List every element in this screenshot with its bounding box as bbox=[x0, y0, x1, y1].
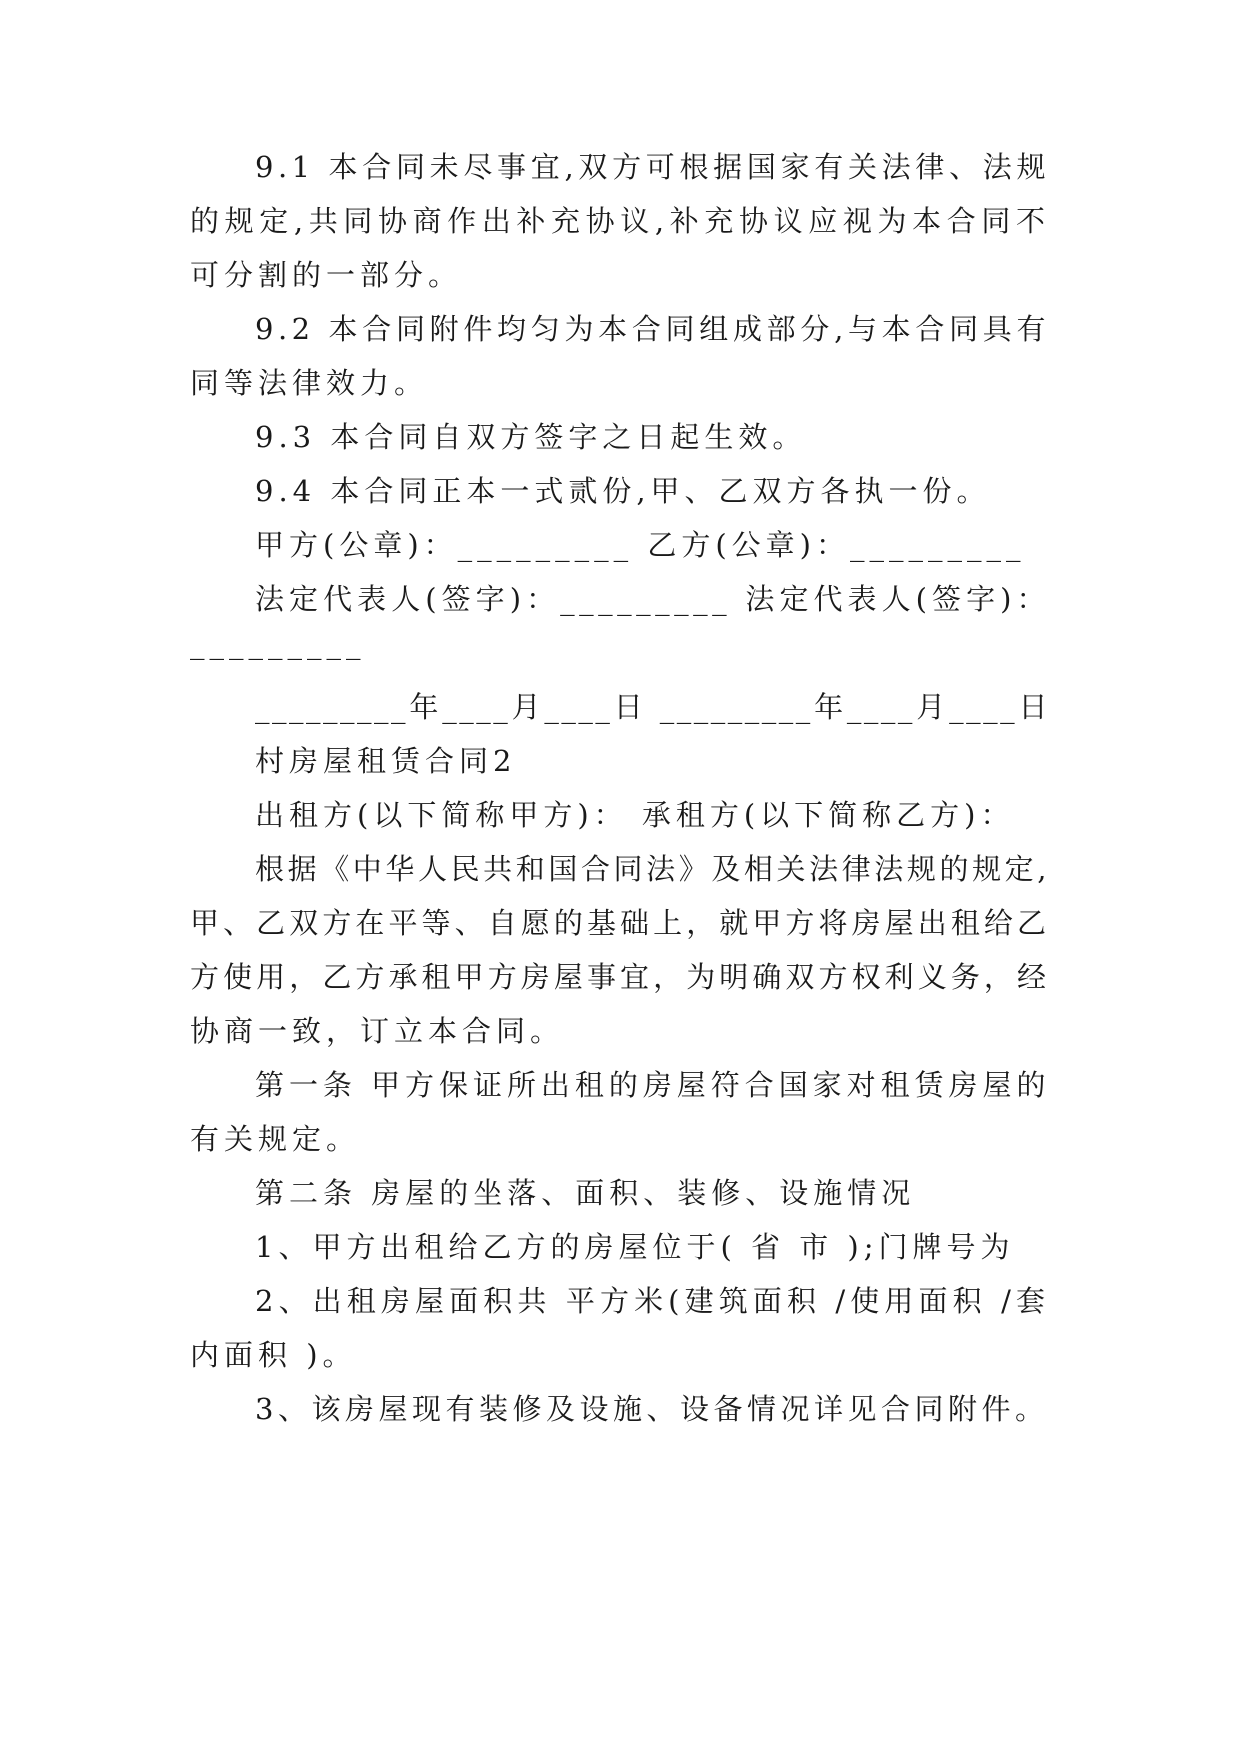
preamble-line-4: 协商一致，订立本合同。 bbox=[190, 1014, 565, 1048]
article-2-title: 第二条 房屋的坐落、面积、装修、设施情况 bbox=[255, 1176, 916, 1210]
preamble-line-3: 方使用，乙方承租甲方房屋事宜，为明确双方权利义务，经 bbox=[190, 960, 1050, 994]
contract-2-title: 村房屋租赁合同2 bbox=[255, 744, 517, 778]
clause-9-1-line-1: 9.1 本合同未尽事宜,双方可根据国家有关法律、法规 bbox=[255, 150, 1050, 184]
clause-9-3: 9.3 本合同自双方签字之日起生效。 bbox=[255, 420, 807, 454]
article-2-item-2-line-2: 内面积 )。 bbox=[190, 1338, 357, 1372]
clause-9-1-line-2: 的规定,共同协商作出补充协议,补充协议应视为本合同不 bbox=[190, 204, 1050, 238]
seal-line: 甲方(公章)：_________ 乙方(公章)：_________ bbox=[255, 528, 1026, 562]
date-line: _________年____月____日 _________年____月____日 bbox=[255, 690, 1050, 724]
preamble-line-1: 根据《中华人民共和国合同法》及相关法律法规的规定, bbox=[255, 852, 1050, 886]
article-2-item-1: 1、甲方出租给乙方的房屋位于( 省 市 );门牌号为 bbox=[255, 1230, 1015, 1264]
article-2-item-3: 3、该房屋现有装修及设施、设备情况详见合同附件。 bbox=[255, 1392, 1049, 1426]
clause-9-4: 9.4 本合同正本一式贰份,甲、乙双方各执一份。 bbox=[255, 474, 991, 508]
clause-9-2-line-1: 9.2 本合同附件均匀为本合同组成部分,与本合同具有 bbox=[255, 312, 1050, 346]
clause-9-1-line-3: 可分割的一部分。 bbox=[190, 258, 463, 292]
signature-blank: _________ bbox=[190, 626, 366, 660]
article-1-line-1: 第一条 甲方保证所出租的房屋符合国家对租赁房屋的 bbox=[255, 1068, 1050, 1102]
preamble-line-2: 甲、乙双方在平等、自愿的基础上，就甲方将房屋出租给乙 bbox=[190, 906, 1050, 940]
signature-line: 法定代表人(签字)：_________ 法定代表人(签字)： bbox=[255, 582, 1050, 616]
clause-9-2-line-2: 同等法律效力。 bbox=[190, 366, 429, 400]
article-2-item-2-line-1: 2、出租房屋面积共 平方米(建筑面积 /使用面积 /套 bbox=[255, 1284, 1050, 1318]
article-1-line-2: 有关规定。 bbox=[190, 1122, 361, 1156]
parties-line: 出租方(以下简称甲方)： 承租方(以下简称乙方)： bbox=[255, 798, 1015, 832]
